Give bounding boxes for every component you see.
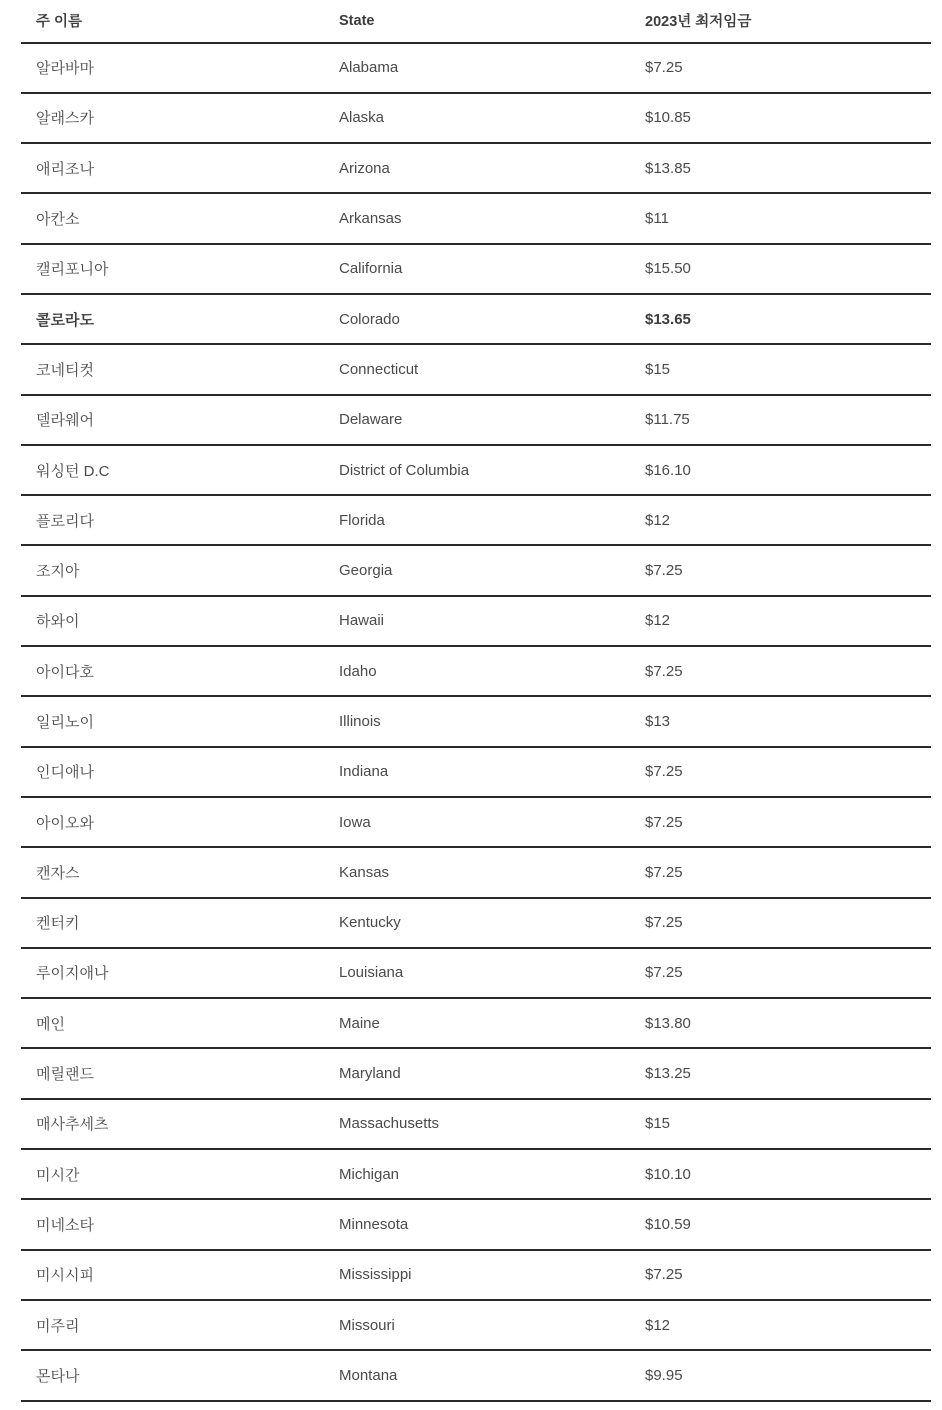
- korean-name-cell: 워싱턴 D.C: [36, 462, 110, 480]
- state-name-cell: Maryland: [339, 1065, 401, 1083]
- korean-name-cell: 미시시피: [36, 1267, 94, 1285]
- minimum-wage-cell: $7.25: [645, 662, 683, 680]
- minimum-wage-cell: $7.25: [645, 1266, 683, 1284]
- minimum-wage-cell: $15.50: [645, 260, 691, 278]
- table-row: [21, 295, 931, 345]
- table-row: [21, 44, 931, 94]
- state-name-cell: Montana: [339, 1366, 398, 1384]
- korean-name-cell: 미주리: [36, 1317, 80, 1335]
- table-row: [21, 1049, 931, 1099]
- state-name-cell: Georgia: [339, 562, 393, 580]
- state-name-cell: Massachusetts: [339, 1115, 440, 1133]
- header-state: State: [339, 12, 375, 29]
- minimum-wage-cell: $13.85: [645, 159, 691, 177]
- state-name-cell: Kansas: [339, 863, 390, 881]
- korean-name-cell: 루이지애나: [36, 965, 109, 983]
- table-row: [21, 345, 931, 395]
- korean-name-cell: 아이다호: [36, 663, 94, 681]
- state-name-cell: Missouri: [339, 1316, 395, 1334]
- minimum-wage-cell: $10.85: [645, 109, 691, 127]
- table-row: [21, 245, 931, 295]
- minimum-wage-cell: $7.25: [645, 964, 683, 982]
- table-row: [21, 1301, 931, 1351]
- table-row: [21, 798, 931, 848]
- state-name-cell: Michigan: [339, 1165, 400, 1183]
- korean-name-cell: 아칸소: [36, 211, 80, 229]
- table-row: [21, 396, 931, 446]
- minimum-wage-cell: $7.25: [645, 562, 683, 580]
- state-name-cell: Arizona: [339, 159, 390, 177]
- table-row: [21, 647, 931, 697]
- minimum-wage-table: [21, 0, 931, 1402]
- table-header: [21, 0, 931, 44]
- state-name-cell: Minnesota: [339, 1215, 409, 1233]
- state-name-cell: Florida: [339, 511, 385, 529]
- table-row: [21, 1351, 931, 1401]
- state-name-cell: California: [339, 260, 403, 278]
- minimum-wage-cell: $15: [645, 360, 671, 378]
- state-name-cell: Delaware: [339, 411, 403, 429]
- korean-name-cell: 미네소타: [36, 1216, 94, 1234]
- minimum-wage-cell: $13: [645, 713, 671, 730]
- state-name-cell: Alabama: [339, 59, 399, 77]
- table-row: [21, 949, 931, 999]
- korean-name-cell: 애리조나: [36, 160, 94, 178]
- table-row: [21, 999, 931, 1049]
- state-name-cell: Arkansas: [339, 210, 402, 228]
- state-name-cell: District of Columbia: [339, 461, 470, 479]
- state-name-cell: Colorado: [339, 310, 400, 328]
- korean-name-cell: 몬타나: [36, 1367, 80, 1385]
- state-name-cell: Idaho: [339, 662, 377, 680]
- korean-name-cell: 콜로라도: [36, 311, 94, 329]
- state-name-cell: Indiana: [339, 763, 389, 781]
- minimum-wage-cell: $7.25: [645, 863, 683, 881]
- table-row: [21, 597, 931, 647]
- state-name-cell: Connecticut: [339, 360, 419, 378]
- table-row: [21, 1251, 931, 1301]
- minimum-wage-cell: $16.10: [645, 461, 691, 479]
- minimum-wage-cell: $13.25: [645, 1065, 691, 1083]
- minimum-wage-cell: $12: [645, 612, 671, 630]
- table-row: [21, 899, 931, 949]
- korean-name-cell: 하와이: [36, 613, 80, 631]
- table-row: [21, 748, 931, 798]
- table-row: [21, 496, 931, 546]
- korean-name-cell: 조지아: [36, 563, 80, 581]
- korean-name-cell: 메인: [36, 1015, 65, 1033]
- minimum-wage-cell: $13.80: [645, 1014, 691, 1032]
- table-row: [21, 697, 931, 747]
- state-name-cell: Mississippi: [339, 1266, 412, 1284]
- table-row: [21, 1100, 931, 1150]
- korean-name-cell: 아이오와: [36, 814, 94, 832]
- korean-name-cell: 캘리포니아: [36, 261, 109, 279]
- minimum-wage-cell: $7.25: [645, 813, 683, 831]
- state-name-cell: Louisiana: [339, 964, 404, 982]
- korean-name-cell: 켄터키: [36, 915, 80, 933]
- table-row: [21, 546, 931, 596]
- minimum-wage-cell: $11: [645, 210, 669, 228]
- korean-name-cell: 매사추세츠: [36, 1116, 109, 1134]
- minimum-wage-cell: $7.25: [645, 763, 683, 781]
- table-row: [21, 1200, 931, 1250]
- minimum-wage-cell: $11.75: [645, 411, 690, 429]
- korean-name-cell: 플로리다: [36, 512, 94, 530]
- minimum-wage-cell: $9.95: [645, 1366, 683, 1384]
- state-name-cell: Maine: [339, 1014, 380, 1032]
- table-row: [21, 1150, 931, 1200]
- state-name-cell: Illinois: [339, 713, 381, 730]
- minimum-wage-cell: $13.65: [645, 310, 691, 328]
- minimum-wage-cell: $7.25: [645, 59, 683, 77]
- table-row: [21, 194, 931, 244]
- state-name-cell: Kentucky: [339, 914, 401, 932]
- minimum-wage-cell: $12: [645, 511, 671, 529]
- minimum-wage-cell: $7.25: [645, 914, 683, 932]
- table-row: [21, 144, 931, 194]
- minimum-wage-cell: $10.10: [645, 1165, 691, 1183]
- state-name-cell: Alaska: [339, 109, 385, 127]
- state-name-cell: Iowa: [339, 813, 371, 831]
- minimum-wage-cell: $12: [645, 1316, 671, 1334]
- table-row: [21, 446, 931, 496]
- korean-name-cell: 코네티컷: [36, 361, 94, 379]
- minimum-wage-cell: $10.59: [645, 1215, 691, 1233]
- header-korean-name: 주 이름: [36, 14, 83, 31]
- minimum-wage-cell: $15: [645, 1115, 671, 1133]
- state-name-cell: Hawaii: [339, 612, 385, 630]
- table-row: [21, 848, 931, 898]
- korean-name-cell: 델라웨어: [36, 412, 94, 430]
- table-body: [21, 44, 931, 1402]
- table-row: [21, 94, 931, 144]
- header-minimum-wage: 2023년 최저임금: [645, 14, 752, 31]
- korean-name-cell: 알래스카: [36, 110, 94, 128]
- korean-name-cell: 메릴랜드: [36, 1066, 94, 1084]
- korean-name-cell: 일리노이: [36, 714, 94, 731]
- korean-name-cell: 캔자스: [36, 864, 80, 882]
- korean-name-cell: 알라바마: [36, 60, 94, 78]
- korean-name-cell: 미시간: [36, 1166, 80, 1184]
- korean-name-cell: 인디애나: [36, 764, 94, 782]
